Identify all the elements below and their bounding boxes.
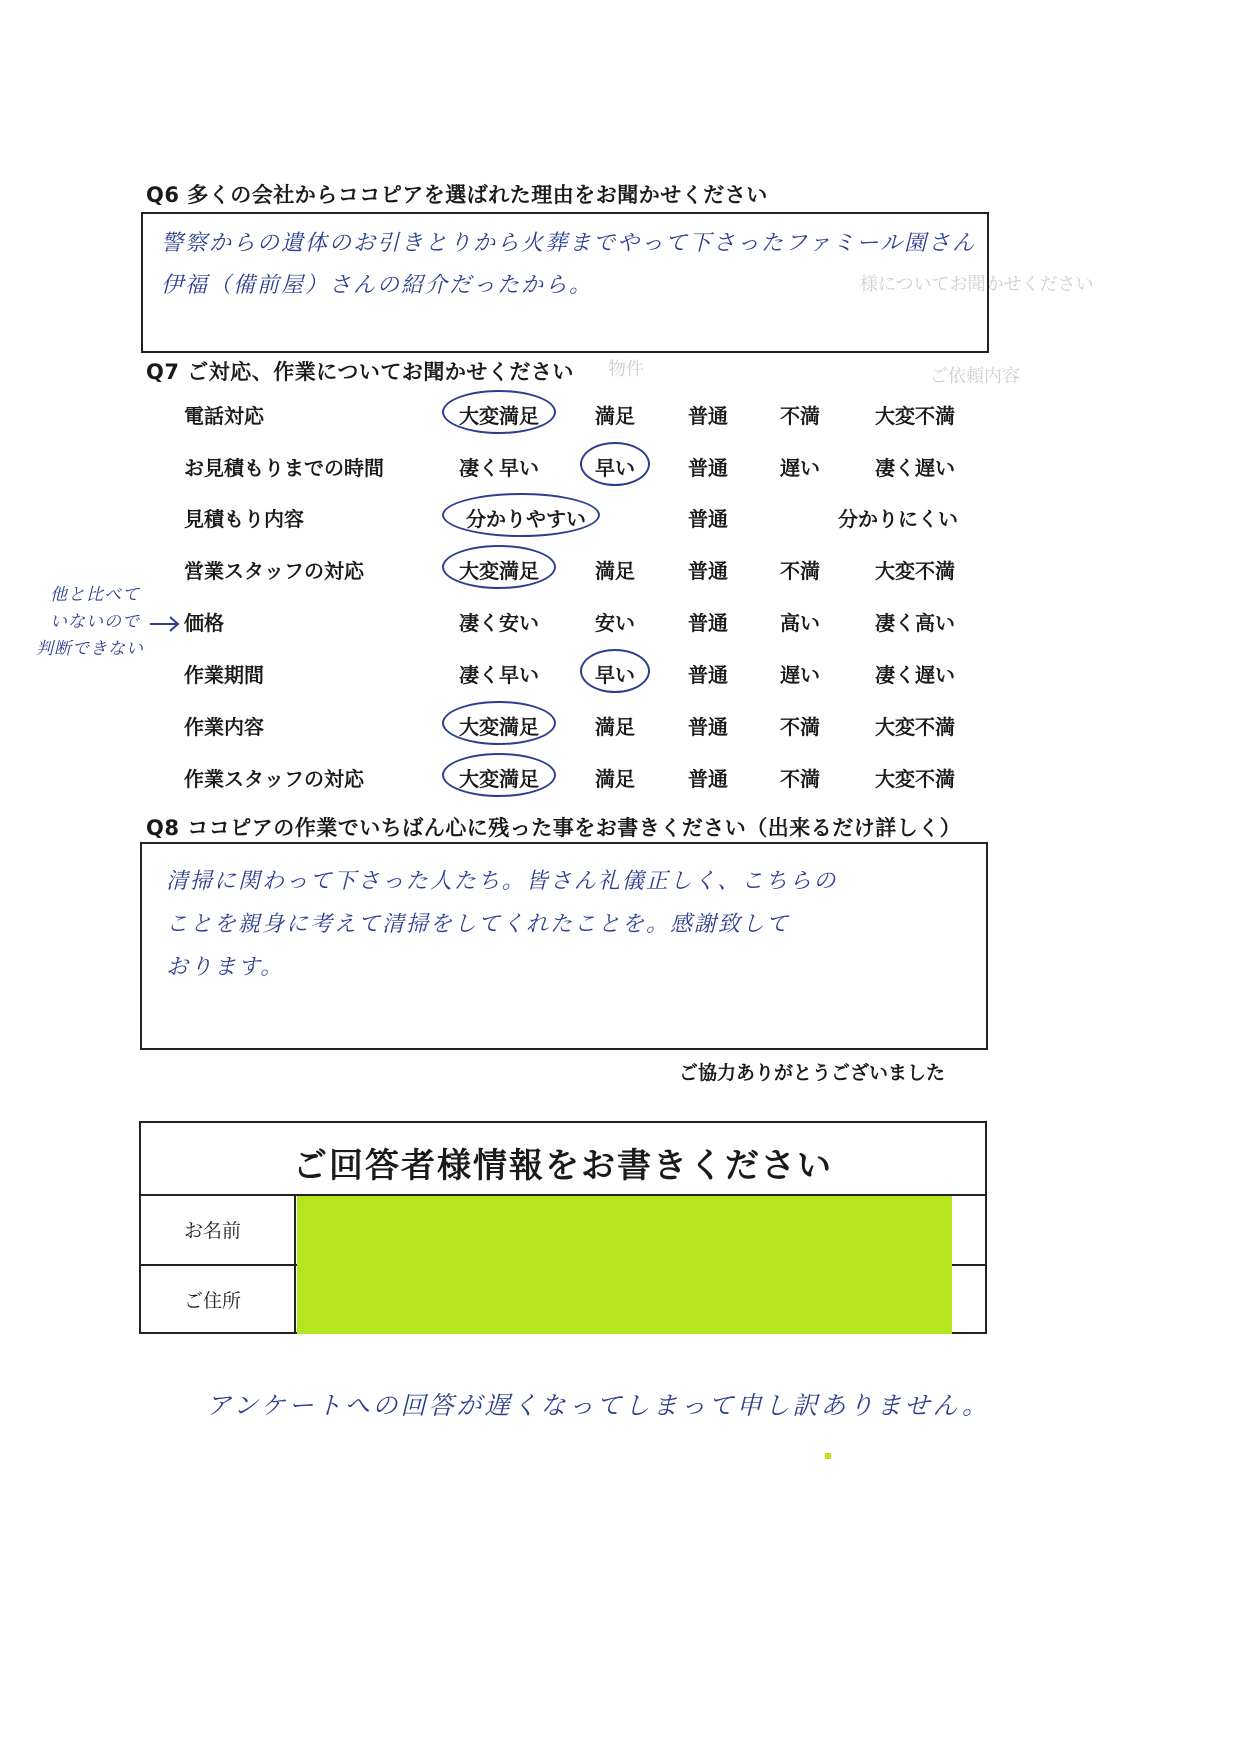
q7-option[interactable]: 凄く早い	[459, 456, 539, 480]
footer-note: アンケートへの回答が遅くなってしまって申し訳ありません。	[206, 1391, 991, 1420]
q7-option[interactable]: 遅い	[780, 663, 820, 687]
q7-option[interactable]: 凄く遅い	[875, 456, 955, 480]
q7-option[interactable]: 満足	[595, 404, 635, 428]
q7-option[interactable]: 分かりやすい	[466, 507, 586, 531]
q7-row-label: 作業内容	[184, 715, 264, 739]
q7-option[interactable]: 大変満足	[459, 767, 539, 791]
bleed-text: 物件	[608, 359, 644, 380]
q7-row-label: 作業期間	[184, 663, 264, 687]
q7-option[interactable]: 大変不満	[875, 715, 955, 739]
q7-row-label: 作業スタッフの対応	[184, 767, 364, 791]
redaction-dot	[825, 1453, 831, 1459]
q7-option[interactable]: 普通	[688, 663, 728, 687]
q7-option[interactable]: 凄く高い	[875, 611, 955, 635]
q6-answer-line: 警察からの遺体のお引きとりから火葬までやって下さったファミール園さん	[161, 231, 977, 256]
q7-option[interactable]: 不満	[780, 715, 820, 739]
q7-option[interactable]: 大変不満	[875, 559, 955, 583]
q7-option[interactable]: 凄く安い	[459, 611, 539, 635]
bleed-text: 様についてお聞かせください	[860, 274, 1094, 295]
q8-answer-box[interactable]	[140, 842, 988, 1050]
q7-option[interactable]: 満足	[595, 715, 635, 739]
q7-option[interactable]: 遅い	[780, 456, 820, 480]
q6-answer-box[interactable]	[141, 212, 989, 353]
q7-row-label: 見積もり内容	[184, 507, 304, 531]
address-label: ご住所	[184, 1290, 242, 1312]
thanks-text: ご協力ありがとうございました	[679, 1062, 946, 1084]
q7-option[interactable]: 大変不満	[875, 404, 955, 428]
side-note-line: 他と比べて	[50, 585, 140, 605]
arrow-icon	[148, 614, 184, 634]
q8-answer-line: ことを親身に考えて清掃をしてくれたことを。感謝致して	[166, 912, 791, 937]
q7-row-label: 価格	[184, 611, 224, 635]
q8-answer-line: おります。	[166, 955, 285, 980]
q6-title: Q6 多くの会社からココピアを選ばれた理由をお聞かせください	[146, 183, 768, 207]
q7-option[interactable]: 普通	[688, 715, 728, 739]
q7-title: Q7 ご対応、作業についてお聞かせください	[146, 360, 574, 384]
q8-title: Q8 ココピアの作業でいちばん心に残った事をお書きください（出来るだけ詳しく）	[146, 816, 962, 840]
side-note-line: いないので	[50, 612, 140, 632]
q7-option[interactable]: 普通	[688, 404, 728, 428]
q7-option[interactable]: 不満	[780, 559, 820, 583]
q7-option[interactable]: 分かりにくい	[838, 507, 958, 531]
name-label: お名前	[184, 1220, 242, 1242]
q7-option[interactable]: 早い	[595, 663, 635, 687]
respondent-title: ご回答者様情報をお書きください	[293, 1146, 833, 1186]
q7-option[interactable]: 安い	[595, 611, 635, 635]
q7-option[interactable]: 高い	[780, 611, 820, 635]
q7-option[interactable]: 凄く遅い	[875, 663, 955, 687]
q7-option[interactable]: 普通	[688, 507, 728, 531]
q7-option[interactable]: 凄く早い	[459, 663, 539, 687]
q7-option[interactable]: 大変不満	[875, 767, 955, 791]
q8-answer-line: 清掃に関わって下さった人たち。皆さん礼儀正しく、こちらの	[166, 869, 838, 894]
redaction-block	[297, 1196, 952, 1334]
q7-option[interactable]: 満足	[595, 767, 635, 791]
q7-option[interactable]: 大変満足	[459, 404, 539, 428]
q7-row-label: お見積もりまでの時間	[184, 456, 384, 480]
q7-option[interactable]: 満足	[595, 559, 635, 583]
q7-option[interactable]: 不満	[780, 767, 820, 791]
side-note-line: 判断できない	[36, 639, 144, 659]
q7-option[interactable]: 大変満足	[459, 715, 539, 739]
q7-option[interactable]: 普通	[688, 611, 728, 635]
q7-option[interactable]: 早い	[595, 456, 635, 480]
q7-row-label: 電話対応	[184, 404, 264, 428]
q7-option[interactable]: 普通	[688, 456, 728, 480]
q7-option[interactable]: 大変満足	[459, 559, 539, 583]
q7-option[interactable]: 普通	[688, 767, 728, 791]
respondent-info-box	[139, 1121, 987, 1334]
q7-option[interactable]: 普通	[688, 559, 728, 583]
q7-row-label: 営業スタッフの対応	[184, 559, 364, 583]
q6-answer-line: 伊福（備前屋）さんの紹介だったから。	[161, 273, 594, 298]
bleed-text: ご依頼内容	[930, 366, 1020, 387]
q7-option[interactable]: 不満	[780, 404, 820, 428]
